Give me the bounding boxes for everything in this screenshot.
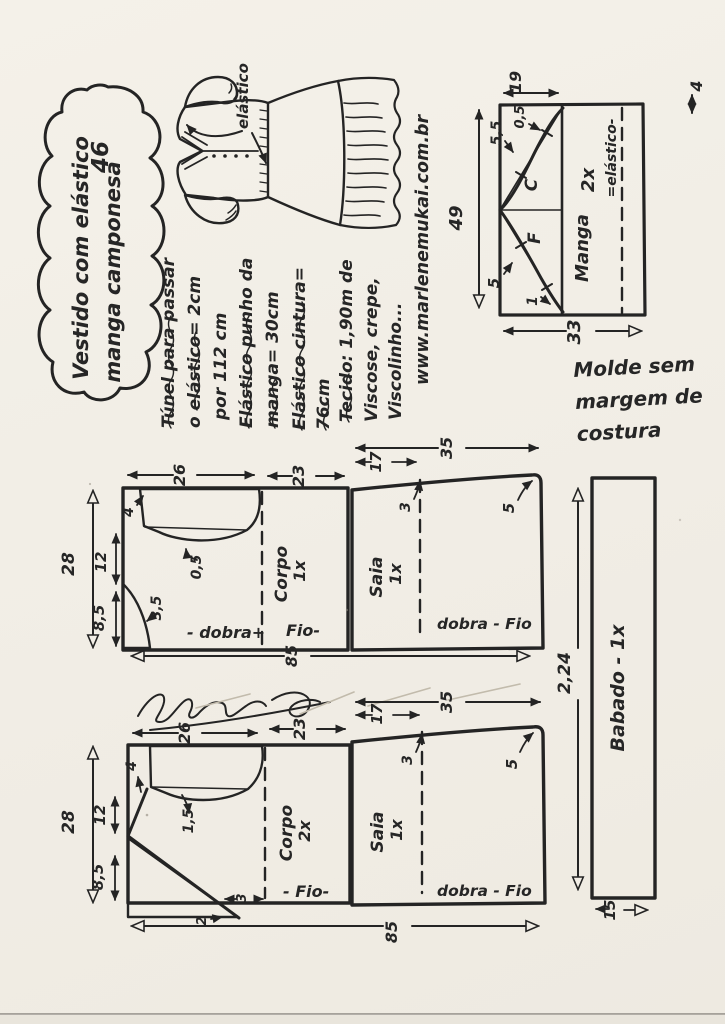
skirt-top-front-length: 17 xyxy=(367,451,385,473)
sleeve-casing-width-label: 4 xyxy=(687,80,706,92)
bodice-back-shoulder: 4 xyxy=(121,507,137,517)
bodice-front-name: Corpo xyxy=(277,804,297,862)
bodice-back-piece xyxy=(59,464,348,650)
bodice-back-side: 8,5 xyxy=(90,604,108,632)
ruffle-piece xyxy=(555,478,655,920)
row1-total-length: 85 xyxy=(282,644,301,668)
signature xyxy=(138,684,520,730)
sleeve-back-offset-small-arrow xyxy=(529,124,540,130)
bodice-front-side: 8,5 xyxy=(89,863,107,891)
ruffle-width: 15 xyxy=(601,899,619,921)
skirt-bottom-corner-arrow xyxy=(520,733,533,752)
bodice-back-top-width2: 23 xyxy=(289,464,308,488)
ruffle-length: 2,24 xyxy=(555,652,575,694)
bodice-back-hip-curve: 3,5 xyxy=(149,595,165,621)
note-line: Elástico cintura= xyxy=(290,267,310,430)
note-line: Tecido: 1,90m de xyxy=(337,259,357,422)
bodice-back-height: 28 xyxy=(59,552,79,576)
pattern-title-line2: manga camponesa xyxy=(101,161,125,383)
ruffle-label: Babado - 1x xyxy=(607,624,629,752)
molde-note-line1: Molde sem xyxy=(572,351,696,383)
note-line: o elástico= 2cm xyxy=(185,275,205,428)
bodice-front-hem-drop: 2 xyxy=(195,916,210,926)
bodice-front-shoulder: 4 xyxy=(124,761,140,771)
sleeve-front-offset-small-arrow xyxy=(541,297,550,304)
bodice-front-outline xyxy=(128,745,350,903)
bodice-front-shoulder-arrow xyxy=(138,777,141,792)
sleeve-quantity-label: 2x xyxy=(578,167,599,193)
skirt-top-corner-arrow xyxy=(518,481,532,500)
sleeve-cap-height-label: 19 xyxy=(506,70,525,94)
dress-skirt xyxy=(268,81,344,225)
skirt-top-quantity: 1x xyxy=(386,563,405,585)
sleeve-back-offset-small-label: 0,5 xyxy=(513,105,528,129)
bodice-front-top-width2: 23 xyxy=(290,717,309,741)
skirt-bottom-length: 35 xyxy=(437,690,456,714)
skirt-bottom-corner: 5 xyxy=(503,758,521,770)
bodice-back-fold-label: - dobra+ xyxy=(187,623,266,642)
sleeve-front-offset-label: 5 xyxy=(485,277,503,289)
bodice-back-grain-label: Fio- xyxy=(286,621,321,640)
note-line: manga= 30cm xyxy=(263,291,283,428)
dress-collar xyxy=(182,132,258,169)
bodice-front-height: 28 xyxy=(59,810,79,834)
row2-total-length: 85 xyxy=(382,920,401,944)
bodice-back-neck-hatch xyxy=(140,489,260,540)
sleeve-casing-text: =elástico- xyxy=(604,118,620,198)
bodice-back-name: Corpo xyxy=(272,545,292,603)
note-line: Elástico punho da xyxy=(237,257,257,428)
note-line: Túnel para passar xyxy=(159,257,179,428)
pattern-size: 46 xyxy=(88,140,114,174)
skirt-bottom-fold-grain-label: dobra - Fio xyxy=(437,882,532,900)
sleeve-front-offset-small-label: 1 xyxy=(525,296,541,306)
bodice-front-piece xyxy=(59,718,350,926)
pattern-title-line1: Vestido com elástico xyxy=(69,136,93,380)
skirt-bottom-piece xyxy=(352,691,545,905)
sleeve-back-offset-arrow xyxy=(505,141,513,152)
note-line: Viscose, crepe, xyxy=(362,277,382,422)
skirt-top-name: Saia xyxy=(367,556,387,598)
skirt-top-piece xyxy=(352,437,543,650)
skirt-top-rise: 3 xyxy=(398,502,414,512)
note-line: por 112 cm xyxy=(211,312,231,420)
website-url: www.marlenemukai.com.br xyxy=(413,114,433,385)
dress-ruffle xyxy=(338,78,400,228)
bodice-front-hem-diagonal xyxy=(128,836,239,918)
note-line: Viscolinho... xyxy=(386,302,406,420)
sleeve-back-letter: C xyxy=(522,178,542,192)
sleeve-width-label: 49 xyxy=(446,205,467,231)
notes-block xyxy=(159,256,406,430)
sleeve-name-label: Manga xyxy=(572,214,593,282)
skirt-top-length: 35 xyxy=(437,436,456,460)
sleeve-piece xyxy=(446,71,706,345)
dress-elastic-label: elástico xyxy=(234,63,252,129)
molde-note-line3: costura xyxy=(576,417,662,446)
bodice-front-shoulder-line xyxy=(128,789,147,836)
skirt-bottom-front-length: 17 xyxy=(368,703,386,725)
dress-buttons xyxy=(212,154,249,158)
dress-ruffle-gathers xyxy=(344,103,388,216)
bodice-front-hem-offset: 3 xyxy=(235,893,250,903)
scan-bottom-strip xyxy=(0,1015,725,1024)
skirt-top-corner: 5 xyxy=(500,502,518,514)
bodice-front-neck-line xyxy=(152,787,247,789)
bodice-front-armhole: 12 xyxy=(91,804,109,826)
bodice-back-armhole: 12 xyxy=(92,551,110,573)
bodice-back-top-width: 26 xyxy=(170,463,189,487)
bodice-front-quantity: 2x xyxy=(295,820,314,842)
sleeve-front-letter: F xyxy=(525,232,545,244)
note-line: 76cm xyxy=(314,378,334,430)
skirt-bottom-rise: 3 xyxy=(400,755,416,765)
dress-sketch xyxy=(178,63,400,228)
sleeve-length-label: 33 xyxy=(564,319,585,345)
bodice-back-neck-line xyxy=(145,527,247,530)
bodice-front-top-width: 26 xyxy=(175,721,194,745)
molde-note xyxy=(573,351,705,446)
skirt-top-fold-grain-label: dobra - Fio xyxy=(437,615,532,633)
bodice-back-neck-curve: 0,5 xyxy=(189,554,205,580)
molde-note-line2: margem de xyxy=(574,383,704,414)
skirt-bottom-quantity: 1x xyxy=(387,819,406,841)
title-cloud xyxy=(38,85,164,400)
pencil-strokes xyxy=(196,684,520,714)
skirt-bottom-name: Saia xyxy=(368,811,388,853)
bodice-back-quantity: 1x xyxy=(290,560,309,582)
bodice-front-neck-hatch xyxy=(150,746,263,800)
sleeve-front-offset-arrow xyxy=(504,263,512,274)
bodice-front-neck-curve: 1,5 xyxy=(181,808,197,834)
bodice-back-side-hatch xyxy=(123,584,150,648)
bodice-front-grain-label: - Fio- xyxy=(283,882,330,901)
sleeve-back-offset-label: 5,5 xyxy=(489,120,505,146)
